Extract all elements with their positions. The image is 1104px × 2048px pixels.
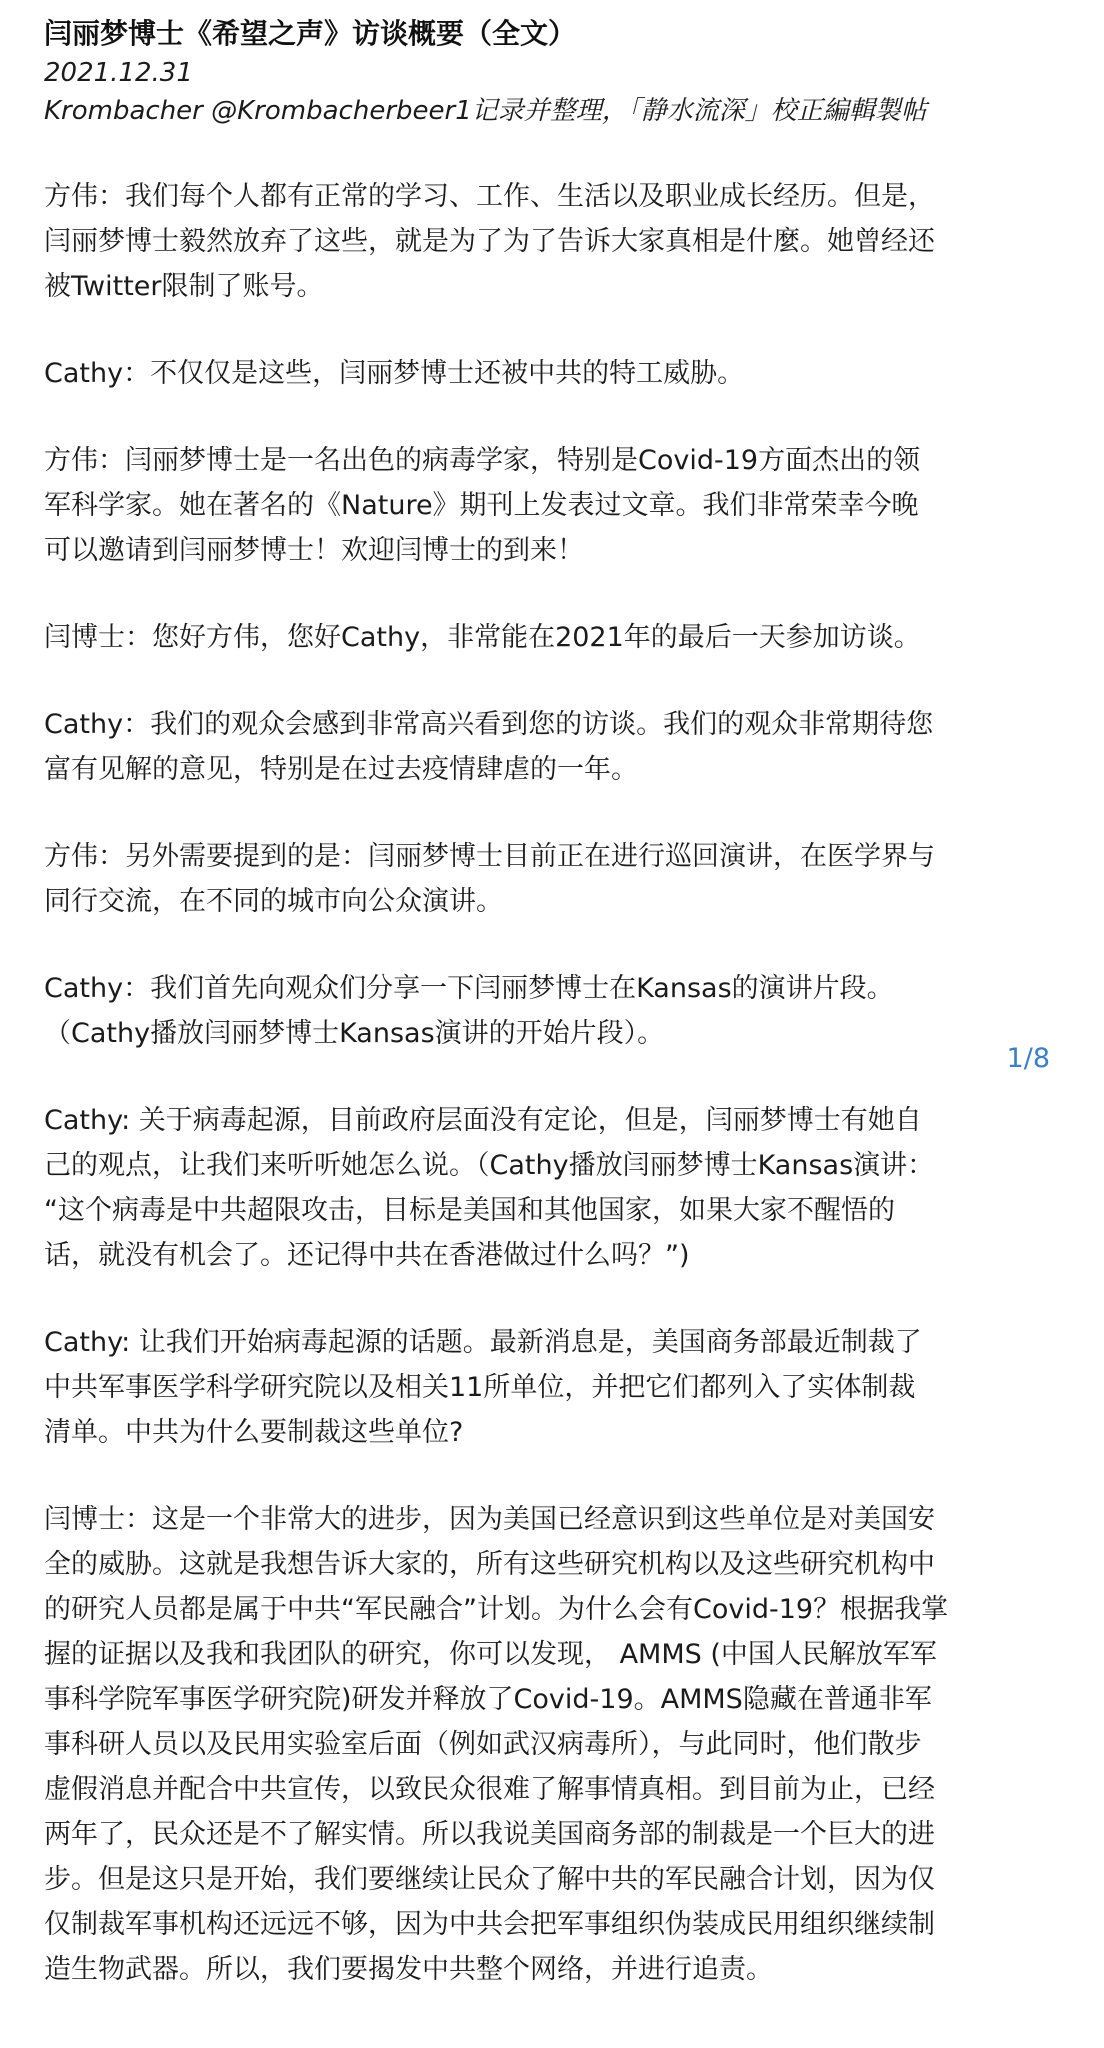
paragraph-line: 步。但是这只是开始，我们要继续让民众了解中共的军民融合计划，因为仅: [44, 1864, 935, 1895]
paragraph-line: 被Twitter限制了账号。: [44, 271, 324, 302]
article-title: 闫丽梦博士《希望之声》访谈概要（全文）: [44, 17, 577, 50]
paragraph: [44, 1098, 1066, 1278]
paragraph-line: 事科研人员以及民用实验室后面（例如武汉病毒所），与此同时，他们散步: [44, 1729, 922, 1760]
paragraph-line: Cathy：不仅仅是这些，闫丽梦博士还被中共的特工威胁。: [44, 358, 745, 389]
article-date: 2021.12.31: [44, 58, 193, 88]
paragraph: [44, 615, 1066, 660]
paragraph-line: 方伟：另外需要提到的是：闫丽梦博士目前正在进行巡回演讲，在医学界与: [44, 841, 935, 872]
paragraph-line: 方伟：我们每个人都有正常的学习、工作、生活以及职业成长经历。但是，: [44, 181, 935, 212]
paragraph-line: 富有见解的意见，特别是在过去疫情肆虐的一年。: [44, 754, 638, 785]
paragraph-line: 全的威胁。这就是我想告诉大家的，所有这些研究机构以及这些研究机构中: [44, 1549, 935, 1580]
paragraph-line: 事科学院军事医学研究院)研发并释放了Covid-19。AMMS隐藏在普通非军: [44, 1684, 932, 1715]
paragraph-line: 闫博士：您好方伟，您好Cathy，非常能在2021年的最后一天参加访谈。: [44, 622, 921, 653]
article-credit: Krombacher @Krombacherbeer1记录并整理，「静水流深」校正編輯製帖: [44, 96, 927, 126]
paragraph-line: Cathy：我们首先向观众们分享一下闫丽梦博士在Kansas的演讲片段。: [44, 973, 894, 1004]
paragraph: [44, 966, 1066, 1056]
paragraph-line: 军科学家。她在著名的《Nature》期刊上发表过文章。我们非常荣幸今晚: [44, 490, 919, 521]
page-indicator: 1/8: [1006, 1043, 1050, 1074]
paragraph-line: 可以邀请到闫丽梦博士！欢迎闫博士的到来！: [44, 535, 584, 566]
paragraph-line: 中共军事医学科学研究院以及相关11所单位，并把它们都列入了实体制裁: [44, 1372, 916, 1403]
paragraph-line: 造生物武器。所以，我们要揭发中共整个网络，并进行追责。: [44, 1954, 773, 1985]
paragraph-line: 方伟：闫丽梦博士是一名出色的病毒学家，特别是Covid-19方面杰出的领: [44, 445, 921, 476]
paragraph-line: 同行交流，在不同的城市向公众演讲。: [44, 886, 503, 917]
article-body: [44, 174, 1066, 1992]
paragraph-line: Cathy: 关于病毒起源，目前政府层面没有定论，但是，闫丽梦博士有她自: [44, 1105, 922, 1136]
paragraph-line: 闫丽梦博士毅然放弃了这些，就是为了为了告诉大家真相是什麼。她曾经还: [44, 226, 935, 257]
paragraph-line: 虚假消息并配合中共宣传，以致民众很难了解事情真相。到目前为止，已经: [44, 1774, 935, 1805]
paragraph: [44, 1497, 1066, 1992]
paragraph: [44, 702, 1066, 792]
paragraph: [44, 1320, 1066, 1455]
paragraph: [44, 834, 1066, 924]
paragraph-line: 的研究人员都是属于中共“军民融合”计划。为什么会有Covid-19？根据我掌: [44, 1594, 949, 1625]
paragraph-line: 仅制裁军事机构还远远不够，因为中共会把军事组织伪装成民用组织继续制: [44, 1909, 935, 1940]
paragraph-line: 两年了，民众还是不了解实情。所以我说美国商务部的制裁是一个巨大的进: [44, 1819, 935, 1850]
paragraph-line: Cathy：我们的观众会感到非常高兴看到您的访谈。我们的观众非常期待您: [44, 709, 934, 740]
paragraph-line: 握的证据以及我和我团队的研究，你可以发现， AMMS (中国人民解放军军: [44, 1639, 937, 1670]
paragraph-line: 清单。中共为什么要制裁这些单位?: [44, 1417, 464, 1448]
paragraph-line: “这个病毒是中共超限攻击，目标是美国和其他国家，如果大家不醒悟的: [44, 1195, 895, 1226]
paragraph: [44, 351, 1066, 396]
paragraph-line: 己的观点，让我们来听听她怎么说。（Cathy播放闫丽梦博士Kansas演讲：: [44, 1150, 935, 1181]
paragraph: [44, 174, 1066, 309]
paragraph-line: （Cathy播放闫丽梦博士Kansas演讲的开始片段）。: [44, 1018, 665, 1049]
paragraph-line: 话，就没有机会了。还记得中共在香港做过什么吗？”): [44, 1240, 690, 1271]
paragraph-line: 闫博士：这是一个非常大的进步，因为美国已经意识到这些单位是对美国安: [44, 1504, 935, 1535]
paragraph-line: Cathy: 让我们开始病毒起源的话题。最新消息是，美国商务部最近制裁了: [44, 1327, 922, 1358]
paragraph: [44, 438, 1066, 573]
